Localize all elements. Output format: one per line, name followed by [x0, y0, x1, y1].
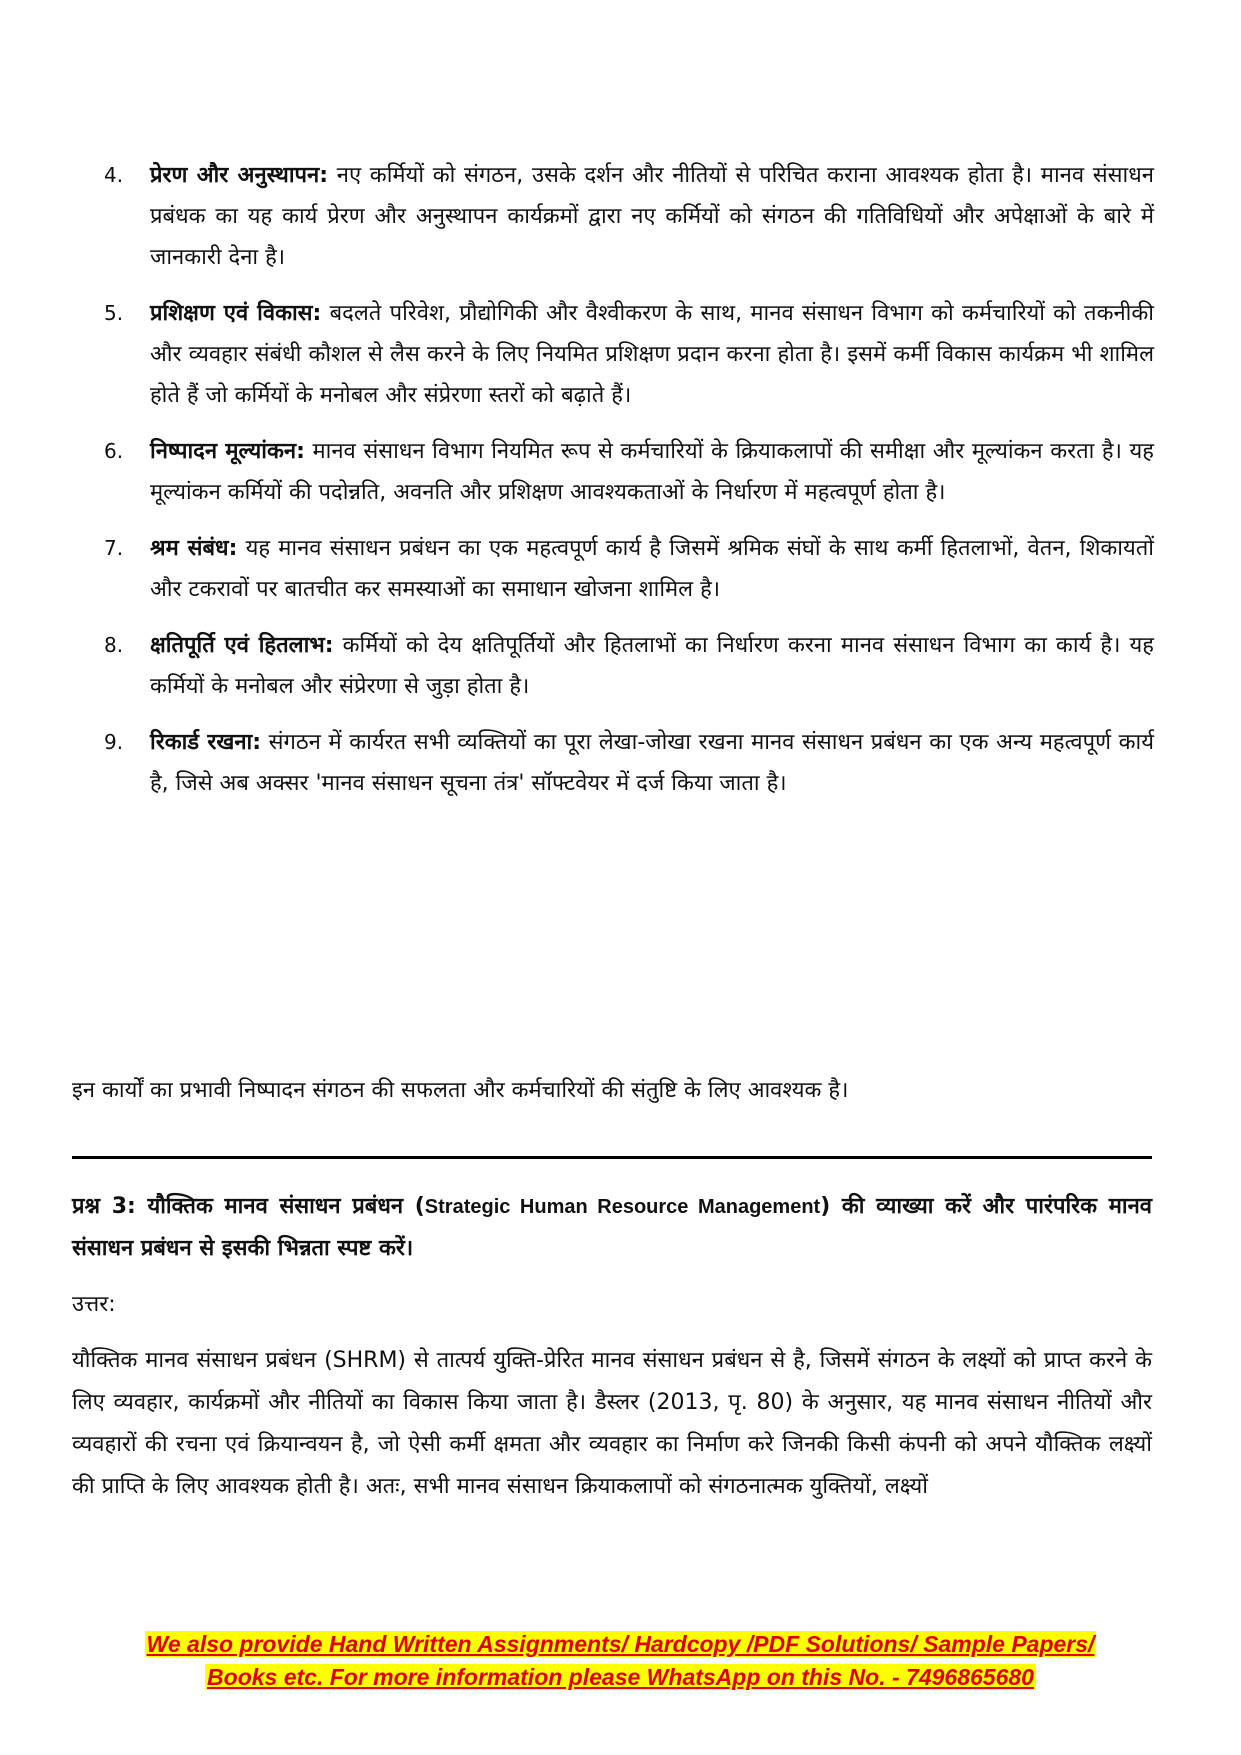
list-number: 7. — [104, 536, 124, 560]
question-heading — [72, 1186, 1152, 1269]
list-text: बदलते परिवेश, प्रौद्योगिकी और वैश्वीकरण के साथ, मानव संसाधन विभाग को कर्मचारियों को तकनीकी और व्यवहार संबंधी कौशल से लैस करने के लिए नियमित प्रशिक्षण प्रदान करना होता है। इसमें कर्मी विकास कार्यक्रम भी शामिल होते हैं जो कर्मियों के मनोबल और संप्रेरणा स्तरों को बढ़ाते हैं। — [150, 301, 1154, 408]
answer-paragraph: यौक्तिक मानव संसाधन प्रबंधन (SHRM) से तात्पर्य युक्ति-प्रेरित मानव संसाधन प्रबंधन से है, जिसमें संगठन के लक्ष्यों को प्राप्त करने के लिए व्यवहार, कार्यक्रमों और नीतियों का विकास किया जाता है। डैस्लर (2013, पृ. 80) के अनुसार, यह मानव संसाधन नीतियों और व्यवहारों की रचना एवं क्रियान्वयन है, जो ऐसी कर्मी क्षमता और व्यवहार का निर्माण करे जिनकी किसी कंपनी को अपने यौक्तिक लक्ष्यों की प्राप्ति के लिए आवश्यक होती है। अतः, सभी मानव संसाधन क्रियाकलापों को संगठनात्मक युक्तियों, लक्ष्यों — [72, 1348, 1152, 1499]
question-suffix: ) की व्याख्या करें और पारंपरिक मानव संसाधन प्रबंधन से इसकी भिन्नता स्पष्ट करें। — [72, 1194, 1153, 1261]
list-term: प्रेरण और अनुस्थापन: — [150, 163, 329, 188]
list-item-5 — [104, 293, 1154, 416]
list-number: 4. — [104, 163, 124, 187]
list-text: संगठन में कार्यरत सभी व्यक्तियों का पूरा लेखा-जोखा रखना मानव संसाधन प्रबंधन का एक अन्य महत्वपूर्ण कार्य है, जिसे अब अक्सर 'मानव संसाधन सूचना तंत्र' सॉफ्टवेयर में दर्ज किया जाता है। — [150, 730, 1154, 796]
question-english-term: Strategic Human Resource Management — [424, 1196, 821, 1218]
question-prefix: प्रश्न 3: यौक्तिक मानव संसाधन प्रबंधन ( — [72, 1194, 425, 1219]
list-number: 6. — [104, 439, 124, 463]
list-text: मानव संसाधन विभाग नियमित रूप से कर्मचारियों के क्रियाकलापों की समीक्षा और मूल्यांकन करता है। यह मूल्यांकन कर्मियों की पदोन्नति, अवनति और प्रशिक्षण आवश्यकताओं के निर्धारण में महत्वपूर्ण होता है। — [150, 439, 1154, 505]
list-item-6 — [104, 431, 1154, 513]
list-item-7 — [104, 528, 1154, 610]
functions-list — [104, 155, 1154, 819]
list-text: यह मानव संसाधन प्रबंधन का एक महत्वपूर्ण कार्य है जिसमें श्रमिक संघों के साथ कर्मी हितलाभों, वेतन, शिकायतों और टकरावों पर बातचीत कर समस्याओं का समाधान खोजना शामिल है। — [150, 536, 1154, 602]
answer-label: उत्तर: — [72, 1292, 116, 1317]
list-term: क्षतिपूर्ति एवं हितलाभ: — [150, 633, 334, 658]
promo-line-1: We also provide Hand Written Assignments/ Hardcopy /PDF Solutions/ Sample Papers/ — [146, 1631, 1095, 1657]
promo-line-2: Books etc. For more information please WhatsApp on this No. - 7496865680 — [207, 1664, 1034, 1690]
list-number: 5. — [104, 301, 124, 325]
list-term: रिकार्ड रखना: — [150, 730, 262, 755]
list-number: 8. — [104, 633, 124, 657]
promo-footer — [0, 1628, 1241, 1694]
list-item-4 — [104, 155, 1154, 278]
list-item-8 — [104, 625, 1154, 707]
list-term: निष्पादन मूल्यांकन: — [150, 439, 305, 464]
list-text: कर्मियों को देय क्षतिपूर्तियों और हितलाभों का निर्धारण करना मानव संसाधन विभाग का कार्य है। यह कर्मियों के मनोबल और संप्रेरणा से जुड़ा होता है। — [150, 633, 1154, 699]
list-number: 9. — [104, 730, 124, 754]
list-item-9 — [104, 722, 1154, 804]
list-term: प्रशिक्षण एवं विकास: — [150, 301, 322, 326]
list-text: नए कर्मियों को संगठन, उसके दर्शन और नीतियों से परिचित कराना आवश्यक होता है। मानव संसाधन प्रबंधक का यह कार्य प्रेरण और अनुस्थापन कार्यक्रमों द्वारा नए कर्मियों को संगठन की गतिविधियों और अपेक्षाओं के बारे में जानकारी देना है। — [150, 163, 1154, 270]
list-term: श्रम संबंध: — [150, 536, 238, 561]
conclusion-paragraph: इन कार्यों का प्रभावी निष्पादन संगठन की सफलता और कर्मचारियों की संतुष्टि के लिए आवश्यक है। — [72, 1078, 849, 1103]
section-divider — [72, 1156, 1152, 1159]
